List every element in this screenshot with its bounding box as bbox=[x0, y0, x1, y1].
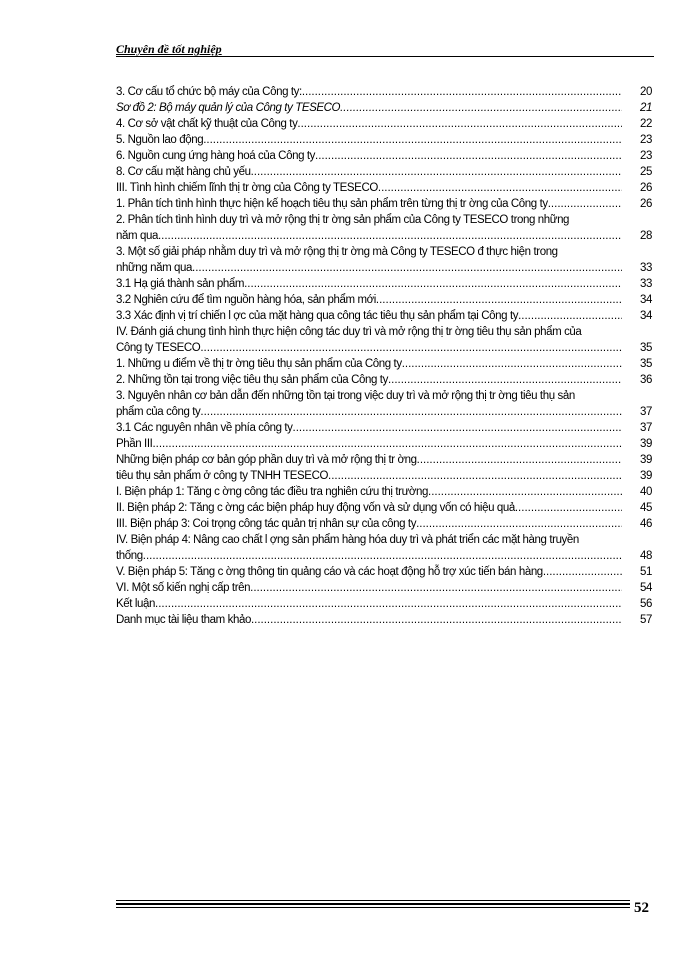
table-of-contents bbox=[116, 84, 652, 628]
toc-entry-text: 3. Một số giải pháp nhằm duy trì và mở rộng thị tr ờng mà Công ty TESECO đ thực hiện trong bbox=[116, 246, 558, 258]
toc-page-number: 23 bbox=[640, 134, 652, 146]
toc-entry bbox=[116, 580, 652, 596]
toc-entry bbox=[116, 356, 652, 372]
toc-entry bbox=[116, 148, 652, 164]
toc-page-number: 28 bbox=[640, 230, 652, 242]
toc-page-number: 46 bbox=[640, 518, 652, 530]
toc-page-number: 51 bbox=[640, 566, 652, 578]
dot-leader bbox=[402, 356, 622, 372]
toc-entry bbox=[116, 308, 652, 324]
dot-leader bbox=[251, 164, 622, 180]
dot-leader bbox=[515, 500, 622, 516]
toc-page-number: 35 bbox=[640, 358, 652, 370]
toc-entry bbox=[116, 484, 652, 500]
toc-page-number: 39 bbox=[640, 470, 652, 482]
toc-entry bbox=[116, 196, 652, 212]
toc-entry-text: năm qua bbox=[116, 230, 158, 242]
header-title: Chuyên đề tốt nghiệp bbox=[116, 42, 222, 56]
dot-leader bbox=[203, 132, 622, 148]
toc-entry-text: Kết luận bbox=[116, 598, 155, 610]
toc-entry-text: 3. Nguyên nhân cơ bản dẫn đến những tồn tại trong việc duy trì và mở rộng thị tr ờng tiêu thụ sản bbox=[116, 390, 575, 402]
toc-entry bbox=[116, 276, 652, 292]
toc-entry bbox=[116, 564, 652, 580]
toc-page-number: 25 bbox=[640, 166, 652, 178]
toc-entry-text: 3.1 Hạ giá thành sản phẩm bbox=[116, 278, 245, 290]
toc-entry bbox=[116, 436, 652, 452]
toc-entry bbox=[116, 612, 652, 628]
dot-leader bbox=[302, 84, 622, 100]
dot-leader bbox=[200, 404, 622, 420]
toc-page-number: 35 bbox=[640, 342, 652, 354]
toc-page-number: 54 bbox=[640, 582, 652, 594]
toc-entry bbox=[116, 420, 652, 436]
toc-entry bbox=[116, 452, 652, 468]
toc-entry bbox=[116, 596, 652, 612]
toc-entry-text: I. Biện pháp 1: Tăng c ờng công tác điều tra nghiên cứu thị trường bbox=[116, 486, 429, 498]
toc-page-number: 23 bbox=[640, 150, 652, 162]
toc-page-number: 40 bbox=[640, 486, 652, 498]
toc-entry-text: 6. Nguồn cung ứng hàng hoá của Công ty bbox=[116, 150, 316, 162]
toc-entry bbox=[116, 500, 652, 516]
dot-leader bbox=[192, 260, 622, 276]
toc-page-number: 57 bbox=[640, 614, 652, 626]
page-number: 52 bbox=[634, 900, 649, 916]
toc-page-number: 26 bbox=[640, 182, 652, 194]
dot-leader bbox=[152, 436, 622, 452]
toc-entry bbox=[116, 180, 652, 196]
toc-page-number: 56 bbox=[640, 598, 652, 610]
header-rule bbox=[116, 56, 654, 57]
toc-entry bbox=[116, 324, 652, 356]
dot-leader bbox=[543, 564, 622, 580]
dot-leader bbox=[143, 548, 622, 564]
toc-entry-text: Danh mục tài liệu tham khảo bbox=[116, 614, 251, 626]
toc-entry-text: 3.2 Nghiên cứu để tìm nguồn hàng hóa, sản phẩm mới bbox=[116, 294, 376, 306]
dot-leader bbox=[518, 308, 622, 324]
toc-entry-text: tiêu thụ sản phẩm ở công ty TNHH TESECO bbox=[116, 470, 329, 482]
dot-leader bbox=[388, 372, 622, 388]
dot-leader bbox=[378, 180, 622, 196]
toc-entry bbox=[116, 84, 652, 100]
toc-page-number: 45 bbox=[640, 502, 652, 514]
toc-page-number: 26 bbox=[640, 198, 652, 210]
toc-entry-text: II. Biện pháp 2: Tăng c ờng các biện pháp huy động vốn và sử dụng vốn có hiệu quả bbox=[116, 502, 515, 514]
toc-entry-text: 4. Cơ sở vật chất kỹ thuật của Công ty bbox=[116, 118, 298, 130]
toc-page-number: 21 bbox=[640, 102, 652, 114]
toc-entry-text: phẩm của công ty bbox=[116, 406, 201, 418]
dot-leader bbox=[328, 468, 622, 484]
toc-entry-text: VI. Một số kiến nghị cấp trên bbox=[116, 582, 251, 594]
toc-page-number: 39 bbox=[640, 438, 652, 450]
dot-leader bbox=[155, 596, 622, 612]
toc-entry-text: 1. Những u điểm về thị tr ờng tiêu thụ sản phẩm của Công ty bbox=[116, 358, 402, 370]
toc-entry-text: 8. Cơ cấu mặt hàng chủ yếu bbox=[116, 166, 251, 178]
toc-entry-text: 3. Cơ cấu tổ chức bộ máy của Công ty: bbox=[116, 86, 302, 98]
toc-entry bbox=[116, 212, 652, 244]
dot-leader bbox=[158, 228, 622, 244]
toc-entry-text: Công ty TESECO bbox=[116, 342, 201, 354]
toc-entry bbox=[116, 372, 652, 388]
toc-entry bbox=[116, 116, 652, 132]
toc-page-number: 36 bbox=[640, 374, 652, 386]
toc-page-number: 33 bbox=[640, 262, 652, 274]
toc-entry-text: thống bbox=[116, 550, 143, 562]
toc-entry-text: 5. Nguồn lao động bbox=[116, 134, 204, 146]
toc-page-number: 37 bbox=[640, 422, 652, 434]
toc-entry bbox=[116, 532, 652, 564]
dot-leader bbox=[293, 420, 622, 436]
toc-entry bbox=[116, 292, 652, 308]
toc-entry-text: Sơ đồ 2: Bộ máy quản lý của Công ty TESECO bbox=[116, 102, 341, 114]
toc-entry-text: III. Biện pháp 3: Coi trọng công tác quản trị nhân sự của công ty bbox=[116, 518, 417, 530]
dot-leader bbox=[244, 276, 622, 292]
toc-entry-text: 1. Phân tích tình hình thực hiện kế hoạch tiêu thụ sản phẩm trên từng thị tr ờng của Công ty bbox=[116, 198, 548, 210]
toc-page-number: 33 bbox=[640, 278, 652, 290]
toc-page-number: 39 bbox=[640, 454, 652, 466]
footer-rule bbox=[116, 903, 630, 905]
toc-entry bbox=[116, 132, 652, 148]
footer-rule bbox=[116, 907, 630, 908]
dot-leader bbox=[376, 292, 622, 308]
toc-entry-text: 3.3 Xác định vị trí chiến l ợc của mặt hàng qua công tác tiêu thụ sản phẩm tại Công ty bbox=[116, 310, 519, 322]
toc-entry-text: V. Biện pháp 5: Tăng c ờng thông tin quảng cáo và các hoạt động hỗ trợ xúc tiến bán hàng bbox=[116, 566, 543, 578]
toc-entry bbox=[116, 164, 652, 180]
toc-entry-text: IV. Biện pháp 4: Nâng cao chất l ợng sản phẩm hàng hóa duy trì và phát triển các mặt hàng truyền bbox=[116, 534, 579, 546]
dot-leader bbox=[250, 580, 622, 596]
toc-entry-text: 3.1 Các nguyên nhân về phía công ty bbox=[116, 422, 293, 434]
toc-page-number: 22 bbox=[640, 118, 652, 130]
toc-entry bbox=[116, 100, 652, 116]
dot-leader bbox=[251, 612, 622, 628]
toc-entry-text: Những biện pháp cơ bản góp phần duy trì và mở rộng thị tr ờng bbox=[116, 454, 417, 466]
dot-leader bbox=[548, 196, 622, 212]
dot-leader bbox=[428, 484, 622, 500]
toc-page-number: 20 bbox=[640, 86, 652, 98]
toc-entry-text: 2. Những tồn tại trong việc tiêu thụ sản phẩm của Công ty bbox=[116, 374, 388, 386]
dot-leader bbox=[340, 100, 622, 116]
toc-entry bbox=[116, 244, 652, 276]
toc-entry bbox=[116, 468, 652, 484]
toc-entry-text: 2. Phân tích tình hình duy trì và mở rộng thị tr ờng sản phẩm của Công ty TESECO trong những bbox=[116, 214, 570, 226]
dot-leader bbox=[297, 116, 622, 132]
toc-entry-text: Phần III bbox=[116, 438, 153, 450]
footer-rule bbox=[116, 900, 630, 901]
toc-entry-text: III. Tình hình chiếm lĩnh thị tr ờng của Công ty TESECO bbox=[116, 182, 378, 194]
toc-entry-text: IV. Đánh giá chung tình hình thực hiện công tác duy trì và mở rộng thị tr ờng tiêu thụ sản phẩm của bbox=[116, 326, 582, 338]
dot-leader bbox=[315, 148, 622, 164]
dot-leader bbox=[417, 452, 622, 468]
toc-entry bbox=[116, 516, 652, 532]
toc-entry bbox=[116, 388, 652, 420]
toc-page-number: 37 bbox=[640, 406, 652, 418]
toc-page-number: 34 bbox=[640, 310, 652, 322]
toc-entry-text: những năm qua bbox=[116, 262, 193, 274]
toc-page-number: 34 bbox=[640, 294, 652, 306]
dot-leader bbox=[200, 340, 622, 356]
toc-page-number: 48 bbox=[640, 550, 652, 562]
dot-leader bbox=[416, 516, 622, 532]
